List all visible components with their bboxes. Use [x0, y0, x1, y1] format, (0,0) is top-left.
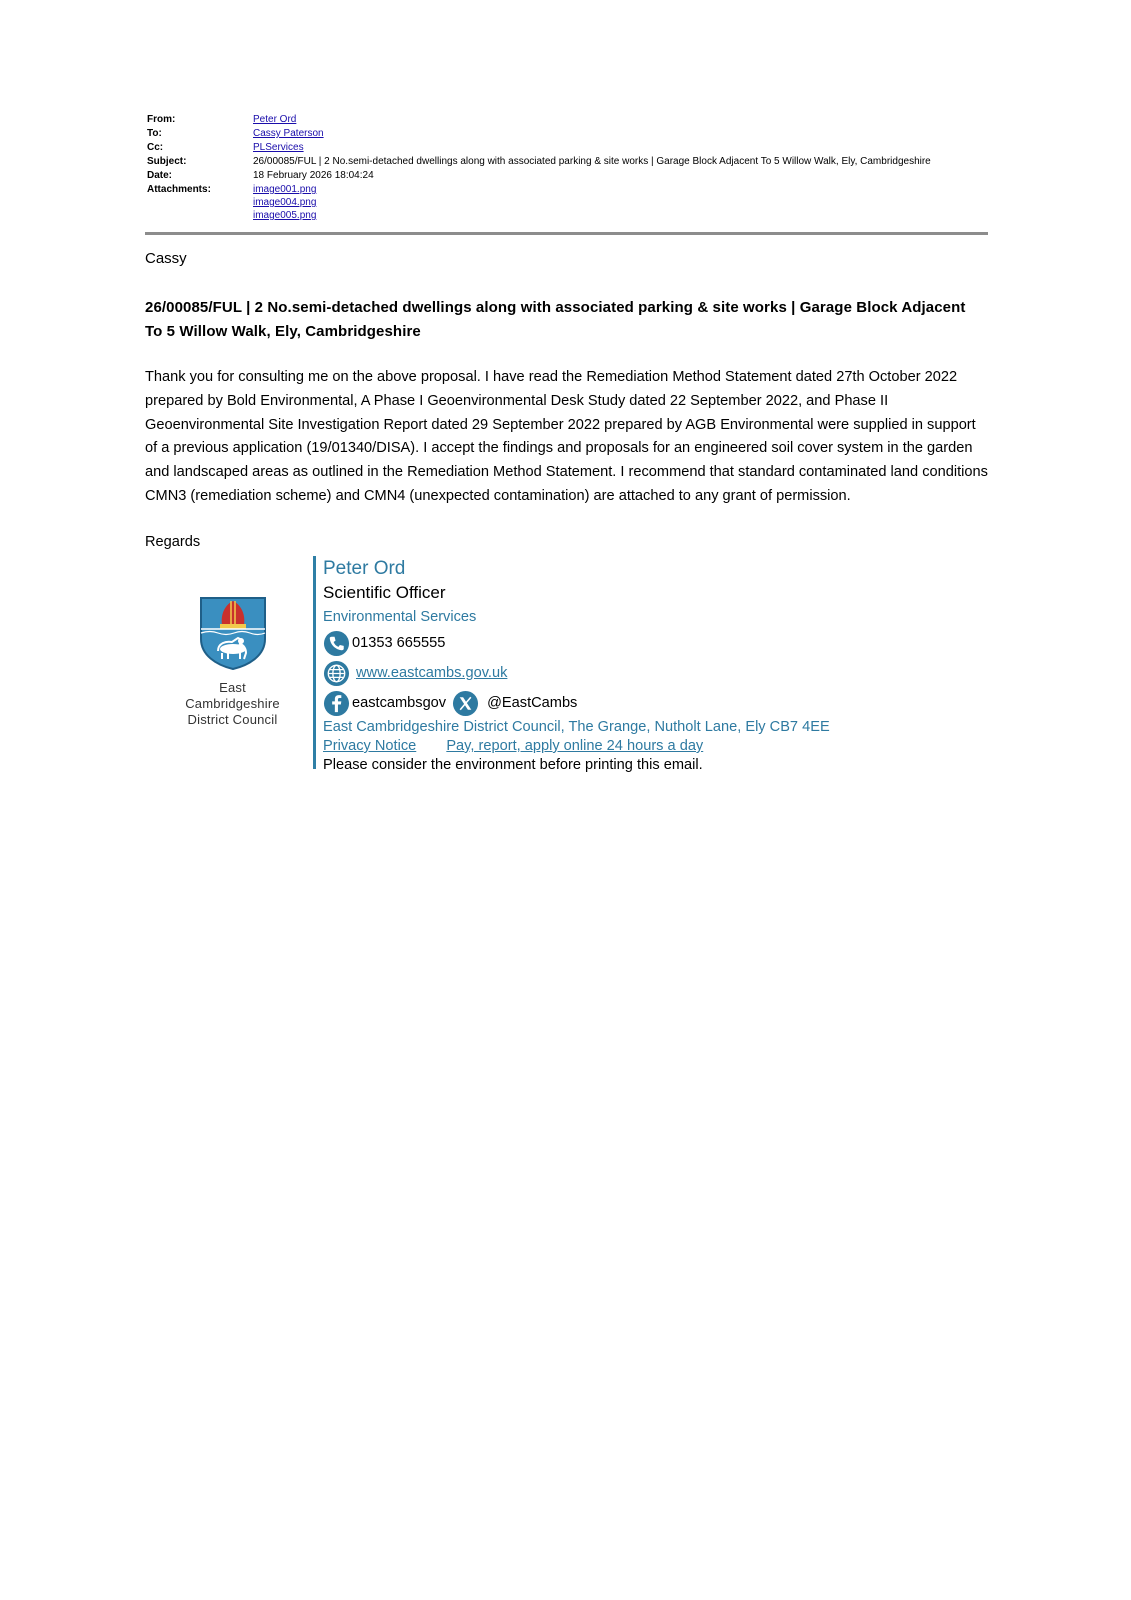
- date-value: 18 February 2026 18:04:24: [253, 170, 374, 181]
- subject-row: [147, 155, 987, 169]
- social-line: [323, 688, 983, 718]
- from-row: [147, 113, 987, 127]
- cc-link[interactable]: PLServices: [253, 142, 304, 153]
- subject-value: 26/00085/FUL | 2 No.semi-detached dwellings along with associated parking & site works | Garage Block Adjacent To 5 Willow Walk, Ely, Cambridgeshire: [253, 156, 931, 167]
- subject-heading: 26/00085/FUL | 2 No.semi-detached dwellings along with associated parking & site works | Garage Block Adjacent To 5 Willow Walk, Ely, Cambridgeshire: [145, 299, 966, 340]
- signature-title: Scientific Officer: [323, 583, 446, 602]
- facebook-icon[interactable]: [323, 690, 350, 717]
- to-row: [147, 127, 987, 141]
- subject-label: Subject:: [147, 156, 187, 167]
- logo-caption-line2: District Council: [187, 712, 278, 727]
- attachments-row: [147, 183, 987, 222]
- website-link[interactable]: www.eastcambs.gov.uk: [356, 665, 508, 681]
- logo-caption-line1: East Cambridgeshire: [185, 680, 280, 711]
- online-services-link[interactable]: Pay, report, apply online 24 hours a day: [446, 738, 704, 754]
- sign-off: Regards: [145, 534, 201, 550]
- attachment-link[interactable]: image005.png: [253, 210, 317, 221]
- body-paragraph: Thank you for consulting me on the above proposal. I have read the Remediation Method Statement dated 27th October 2022 prepared by Bold Environmental, A Phase I Geoenvironmental Desk Study dated 22 September 2022, and Phase II Geoenvironmental Site Investigation Report dated 29 September 2022 prepared by AGB Environmental were supplied in support of a previous application (19/01340/DISA). I accept the findings and proposals for an engineered soil cover system in the garden and landscaped areas as outlined in the Remediation Method Statement. I recommend that standard contaminated land conditions CMN3 (remediation scheme) and CMN4 (unexpected contamination) are attached to any grant of permission.: [145, 369, 988, 504]
- twitter-handle: @EastCambs: [487, 695, 578, 711]
- globe-icon: [323, 660, 350, 687]
- logo-caption: [170, 680, 295, 728]
- from-link[interactable]: Peter Ord: [253, 114, 297, 125]
- website-line: [323, 658, 983, 688]
- council-logo: [170, 595, 295, 728]
- council-address: East Cambridgeshire District Council, The Grange, Nutholt Lane, Ely CB7 4EE: [323, 719, 830, 735]
- cc-label: Cc:: [147, 142, 164, 153]
- signature-name: Peter Ord: [323, 558, 406, 579]
- header-divider: [145, 232, 988, 235]
- signature-links: [323, 737, 983, 756]
- email-header: [147, 113, 987, 222]
- attachments-label: Attachments:: [147, 184, 211, 195]
- phone-line: [323, 628, 983, 658]
- signature-divider: [313, 556, 316, 769]
- to-label: To:: [147, 128, 162, 139]
- cc-row: [147, 141, 987, 155]
- to-link[interactable]: Cassy Paterson: [253, 128, 324, 139]
- phone-number: 01353 665555: [352, 635, 446, 651]
- attachment-link[interactable]: image004.png: [253, 197, 317, 208]
- greeting: Cassy: [145, 250, 187, 267]
- from-label: From:: [147, 114, 176, 125]
- environment-note: Please consider the environment before printing this email.: [323, 757, 703, 773]
- council-crest-icon: [198, 595, 268, 671]
- facebook-handle: eastcambsgov: [352, 695, 447, 711]
- privacy-notice-link[interactable]: Privacy Notice: [323, 738, 417, 754]
- email-signature: [323, 556, 983, 775]
- phone-icon: [323, 630, 350, 657]
- date-label: Date:: [147, 170, 173, 181]
- attachment-link[interactable]: image001.png: [253, 184, 317, 195]
- signature-department: Environmental Services: [323, 609, 477, 625]
- twitter-x-icon[interactable]: [452, 690, 479, 717]
- date-row: [147, 169, 987, 183]
- attachments-list: [253, 183, 987, 222]
